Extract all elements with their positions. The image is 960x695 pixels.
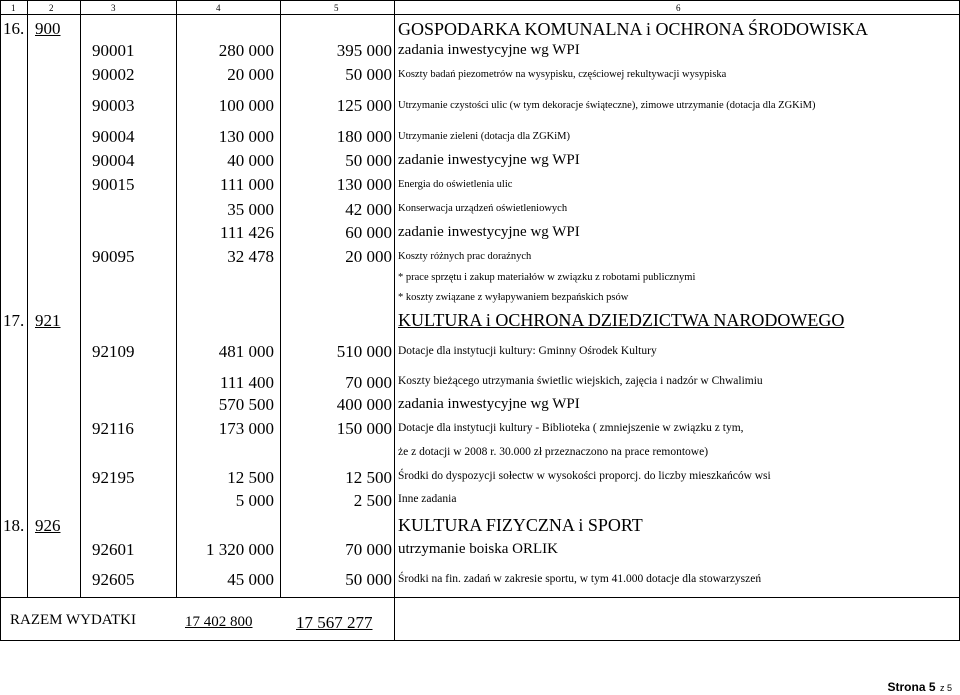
rozdzial-cell: 92116 [92, 419, 134, 438]
col-number-4: 4 [216, 3, 221, 13]
col-number-1: 1 [11, 3, 16, 13]
zmiana-cell: 2 500 [353, 491, 392, 510]
rozdzial-cell: 92605 [92, 570, 135, 589]
rozdzial-cell: 92195 [92, 468, 135, 487]
page-total: z 5 [939, 683, 952, 693]
rozdzial-cell: 90095 [92, 247, 135, 266]
top-border [0, 0, 960, 1]
zmiana-cell: 50 000 [345, 570, 392, 589]
zmiana-cell: 70 000 [345, 373, 392, 392]
zmiana-cell: 395 000 [336, 41, 392, 60]
note: że z dotacji w 2008 r. 30.000 zł przeznaczono na prace remontowe) [398, 446, 709, 458]
opis-cell: Koszty badań piezometrów na wysypisku, częściowej rekultywacji wysypiska [398, 69, 727, 80]
body-bottom-line [0, 597, 960, 598]
opis-cell: Dotacje dla instytucji kultury - Biblioteka ( zmniejszenie w związku z tym, [398, 422, 744, 434]
rozdzial-cell: 92109 [92, 342, 135, 361]
plan-cell: 5 000 [235, 491, 274, 510]
section-lp: 16. [3, 19, 25, 38]
plan-cell: 111 400 [220, 373, 274, 392]
page-footer [888, 679, 952, 695]
section-title: KULTURA FIZYCZNA i SPORT [398, 515, 643, 535]
plan-cell: 130 000 [218, 127, 274, 146]
opis-cell: Środki na fin. zadań w zakresie sportu, w tym 41.000 dotacje dla stowarzyszeń [398, 573, 762, 585]
col-number-3: 3 [111, 3, 116, 13]
plan-cell: 100 000 [218, 96, 274, 115]
col-number-5: 5 [334, 3, 339, 13]
zmiana-cell: 12 500 [345, 468, 392, 487]
total-zmiana: 17 567 277 [296, 613, 373, 632]
opis-cell: utrzymanie boiska ORLIK [398, 541, 558, 557]
opis-cell: Konserwacja urządzeń oświetleniowych [398, 203, 568, 214]
note: * prace sprzętu i zakup materiałów w związku z robotami publicznymi [398, 272, 696, 283]
left-border [0, 0, 1, 640]
col-divider-1 [27, 0, 28, 598]
zmiana-cell: 130 000 [336, 175, 392, 194]
plan-cell: 111 000 [220, 175, 274, 194]
opis-cell: Utrzymanie czystości ulic (w tym dekoracje świąteczne), zimowe utrzymanie (dotacja dla ZGKiM) [398, 100, 816, 111]
zmiana-cell: 50 000 [345, 65, 392, 84]
zmiana-cell: 20 000 [345, 247, 392, 266]
opis-cell: Energia do oświetlenia ulic [398, 179, 513, 190]
section-lp: 18. [3, 516, 25, 535]
plan-cell: 481 000 [218, 342, 274, 361]
header-row-divider [0, 14, 960, 15]
plan-cell: 35 000 [227, 200, 274, 219]
opis-cell: Dotacje dla instytucji kultury: Gminny Ośrodek Kultury [398, 345, 657, 357]
plan-cell: 1 320 000 [206, 540, 274, 559]
plan-cell: 20 000 [227, 65, 274, 84]
rozdzial-cell: 90004 [92, 151, 135, 170]
zmiana-cell: 70 000 [345, 540, 392, 559]
plan-cell: 173 000 [218, 419, 274, 438]
opis-cell: Inne zadania [398, 493, 457, 505]
rozdzial-cell: 90003 [92, 96, 135, 115]
note: * koszty związane z wyłapywaniem bezpańskich psów [398, 292, 629, 303]
zmiana-cell: 50 000 [345, 151, 392, 170]
plan-cell: 40 000 [227, 151, 274, 170]
opis-cell: Środki do dyspozycji sołectw w wysokości proporcj. do liczby mieszkańców wsi [398, 470, 771, 482]
total-bottom-line [0, 640, 960, 641]
opis-cell: zadanie inwestycyjne wg WPI [398, 152, 580, 168]
rozdzial-cell: 90004 [92, 127, 135, 146]
col-divider-5 [394, 0, 395, 640]
total-plan: 17 402 800 [185, 614, 253, 630]
zmiana-cell: 125 000 [336, 96, 392, 115]
col-divider-4 [280, 0, 281, 598]
section-dzial: 926 [35, 516, 61, 535]
section-title: KULTURA i OCHRONA DZIEDZICTWA NARODOWEGO [398, 310, 845, 330]
rozdzial-cell: 90002 [92, 65, 135, 84]
col-divider-2 [80, 0, 81, 598]
zmiana-cell: 60 000 [345, 223, 392, 242]
plan-cell: 570 500 [218, 395, 274, 414]
zmiana-cell: 180 000 [336, 127, 392, 146]
section-lp: 17. [3, 311, 25, 330]
page-number: Strona 5 [887, 680, 936, 694]
rozdzial-cell: 90015 [92, 175, 135, 194]
col-number-6: 6 [676, 3, 681, 13]
section-dzial: 921 [35, 311, 61, 330]
col-number-2: 2 [49, 3, 54, 13]
opis-cell: zadania inwestycyjne wg WPI [398, 396, 580, 412]
zmiana-cell: 400 000 [336, 395, 392, 414]
section-title: GOSPODARKA KOMUNALNA i OCHRONA ŚRODOWISKA [398, 19, 869, 39]
zmiana-cell: 510 000 [336, 342, 392, 361]
plan-cell: 45 000 [227, 570, 274, 589]
opis-cell: Koszty różnych prac doraźnych [398, 251, 532, 262]
zmiana-cell: 42 000 [345, 200, 392, 219]
opis-cell: Koszty bieżącego utrzymania świetlic wiejskich, zajęcia i nadzór w Chwalimiu [398, 375, 763, 387]
rozdzial-cell: 92601 [92, 540, 135, 559]
opis-cell: zadania inwestycyjne wg WPI [398, 42, 580, 58]
plan-cell: 111 426 [220, 223, 274, 242]
plan-cell: 12 500 [227, 468, 274, 487]
zmiana-cell: 150 000 [336, 419, 392, 438]
plan-cell: 32 478 [227, 247, 274, 266]
plan-cell: 280 000 [218, 41, 274, 60]
opis-cell: zadanie inwestycyjne wg WPI [398, 224, 580, 240]
opis-cell: Utrzymanie zieleni (dotacja dla ZGKiM) [398, 131, 571, 142]
section-dzial: 900 [35, 19, 61, 38]
col-divider-3 [176, 0, 177, 598]
rozdzial-cell: 90001 [92, 41, 135, 60]
total-label: RAZEM WYDATKI [10, 612, 136, 628]
